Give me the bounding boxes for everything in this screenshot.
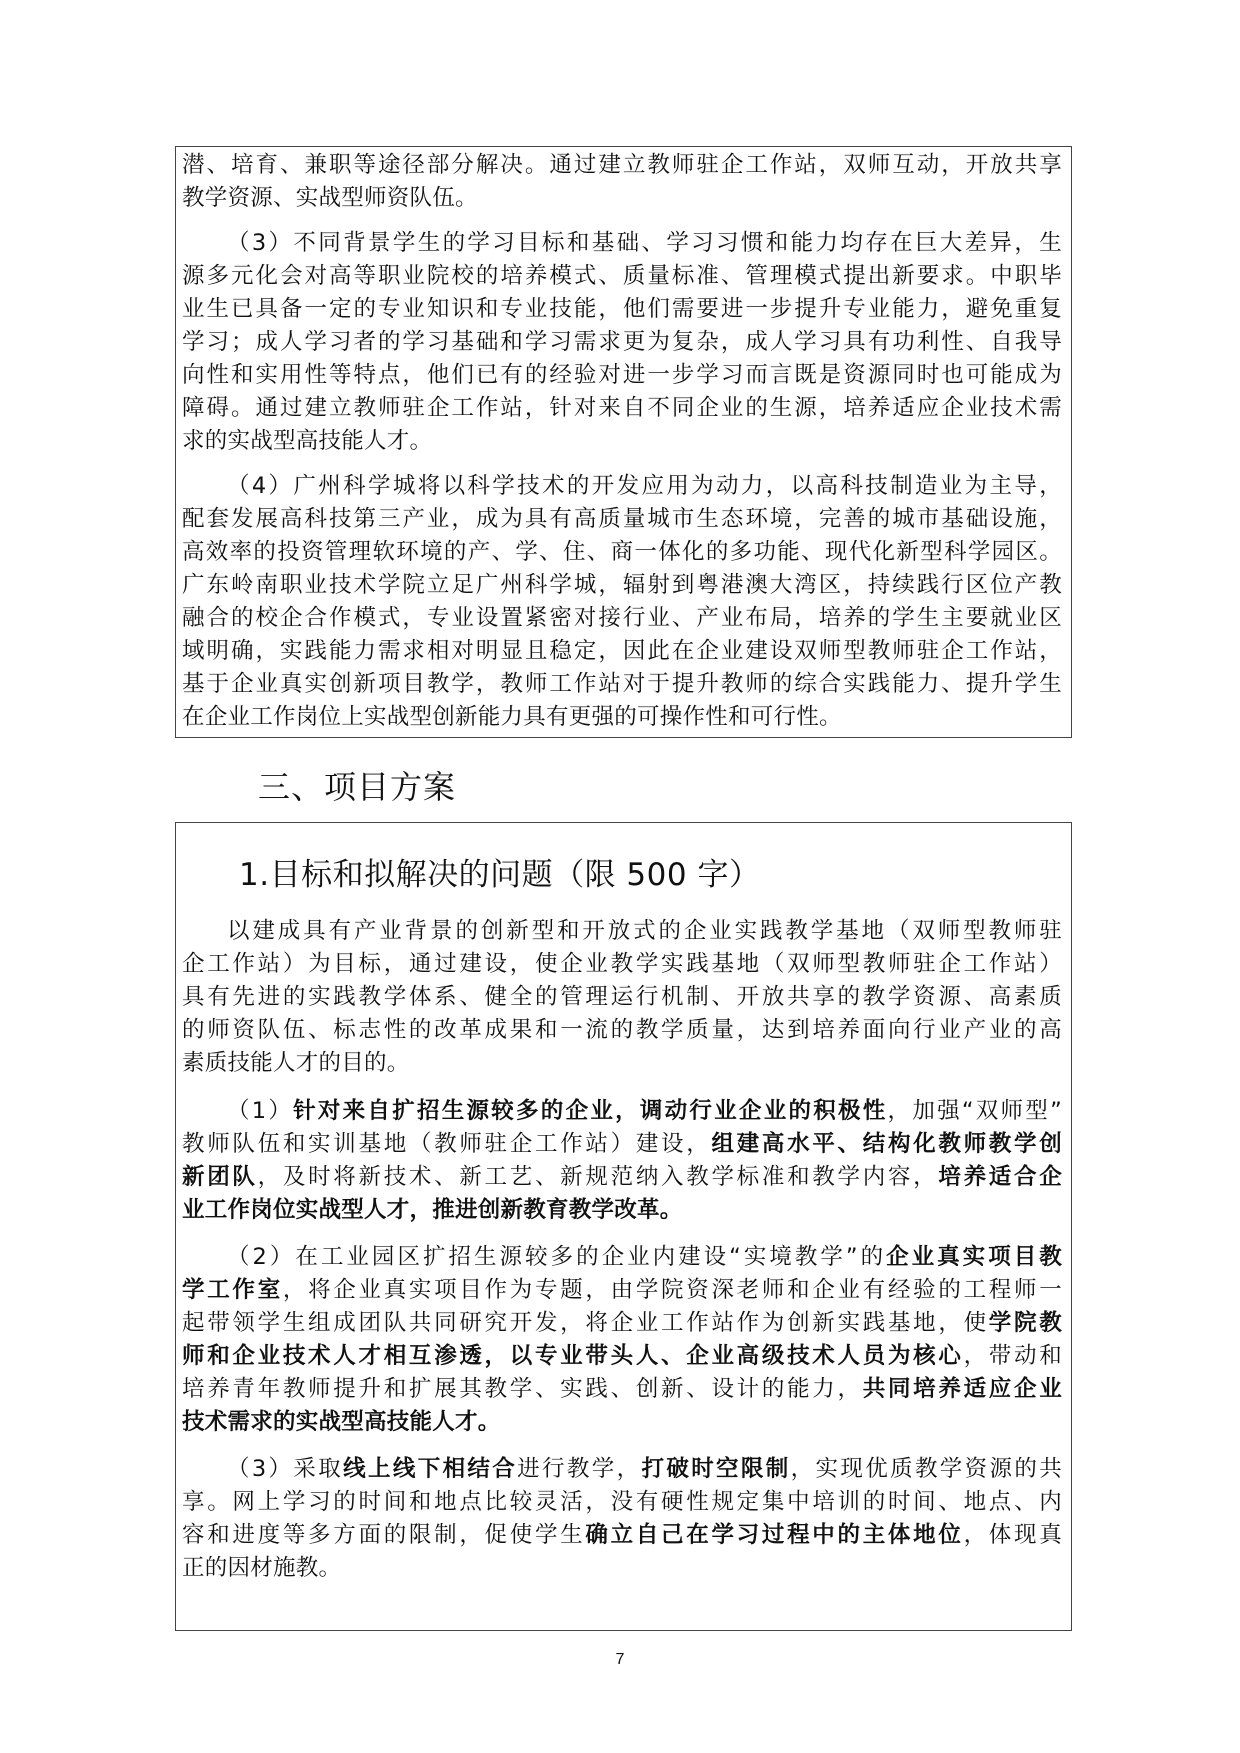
text-line: 潜、培育、兼职等途径部分解决。通过建立教师驻企工作站，双师互动，开放共享: [182, 152, 1062, 178]
text-line: 障碍。通过建立教师驻企工作站，针对来自不同企业的生源，培养适应企业技术需: [182, 395, 1062, 421]
text-line: 源多元化会对高等职业院校的培养模式、质量标准、管理模式提出新要求。中职毕: [182, 263, 1062, 289]
text-line: 业工作岗位实战型人才，推进创新教育教学改革。: [182, 1197, 683, 1223]
text-box-continuation: [175, 146, 1072, 738]
text-line: 域明确，实践能力需求相对明显且稳定，因此在企业建设双师型教师驻企工作站，: [182, 638, 1062, 664]
section-title: 三、项目方案: [258, 768, 457, 806]
text-line: 学工作室，将企业真实项目作为专题，由学院资深老师和企业有经验的工程师一: [182, 1277, 1062, 1303]
text-line: 企工作站）为目标，通过建设，使企业教学实践基地（双师型教师驻企工作站）: [182, 951, 1062, 977]
text-line: 以建成具有产业背景的创新型和开放式的企业实践教学基地（双师型教师驻: [227, 918, 1062, 944]
text-line: 融合的校企合作模式，专业设置紧密对接行业、产业布局，培养的学生主要就业区: [182, 605, 1062, 631]
subsection-title: 1.目标和拟解决的问题（限 500 字）: [239, 857, 761, 893]
text-line: 向性和实用性等特点，他们已有的经验对进一步学习而言既是资源同时也可能成为: [182, 362, 1062, 388]
text-line: 广东岭南职业技术学院立足广州科学城，辐射到粤港澳大湾区，持续践行区位产教: [182, 572, 1062, 598]
text-line: 素质技能人才的目的。: [182, 1050, 410, 1076]
text-line: 在企业工作岗位上实战型创新能力具有更强的可操作性和可行性。: [182, 704, 842, 730]
text-line: （3）不同背景学生的学习目标和基础、学习习惯和能力均存在巨大差异，生: [227, 230, 1062, 256]
text-line: 求的实战型高技能人才。: [182, 428, 433, 454]
text-box-project-plan: [175, 822, 1072, 1631]
text-line: 正的因材施教。: [182, 1555, 342, 1581]
text-line: 新团队，及时将新技术、新工艺、新规范纳入教学标准和教学内容，培养适合企: [182, 1164, 1062, 1190]
text-line: 培养青年教师提升和扩展其教学、实践、创新、设计的能力，共同培养适应企业: [182, 1376, 1062, 1402]
text-line: 教学资源、实战型师资队伍。: [182, 185, 478, 211]
text-line: （1）针对来自扩招生源较多的企业，调动行业企业的积极性，加强“双师型”: [227, 1098, 1062, 1124]
text-line: 的师资队伍、标志性的改革成果和一流的教学质量，达到培养面向行业产业的高: [182, 1017, 1062, 1043]
text-line: （3）采取线上线下相结合进行教学，打破时空限制，实现优质教学资源的共: [227, 1456, 1062, 1482]
text-line: 基于企业真实创新项目教学，教师工作站对于提升教师的综合实践能力、提升学生: [182, 671, 1062, 697]
text-line: 享。网上学习的时间和地点比较灵活，没有硬性规定集中培训的时间、地点、内: [182, 1489, 1062, 1515]
text-line: 师和企业技术人才相互渗透，以专业带头人、企业高级技术人员为核心，带动和: [182, 1343, 1062, 1369]
text-line: 起带领学生组成团队共同研究开发，将企业工作站作为创新实践基地，使学院教: [182, 1310, 1062, 1336]
text-line: 业生已具备一定的专业知识和专业技能，他们需要进一步提升专业能力，避免重复: [182, 296, 1062, 322]
text-line: 配套发展高科技第三产业，成为具有高质量城市生态环境，完善的城市基础设施，: [182, 506, 1062, 532]
page-number: 7: [615, 1651, 625, 1668]
text-line: （2）在工业园区扩招生源较多的企业内建设“实境教学”的企业真实项目教: [227, 1244, 1062, 1270]
text-line: 学习；成人学习者的学习基础和学习需求更为复杂，成人学习具有功利性、自我导: [182, 329, 1062, 355]
text-line: 具有先进的实践教学体系、健全的管理运行机制、开放共享的教学资源、高素质: [182, 984, 1062, 1010]
text-line: 容和进度等多方面的限制，促使学生确立自己在学习过程中的主体地位，体现真: [182, 1522, 1062, 1548]
text-line: 技术需求的实战型高技能人才。: [182, 1409, 501, 1435]
text-line: 高效率的投资管理软环境的产、学、住、商一体化的多功能、现代化新型科学园区。: [182, 539, 1062, 565]
text-line: 教师队伍和实训基地（教师驻企工作站）建设，组建高水平、结构化教师教学创: [182, 1131, 1062, 1157]
text-line: （4）广州科学城将以科学技术的开发应用为动力，以高科技制造业为主导，: [227, 473, 1062, 499]
